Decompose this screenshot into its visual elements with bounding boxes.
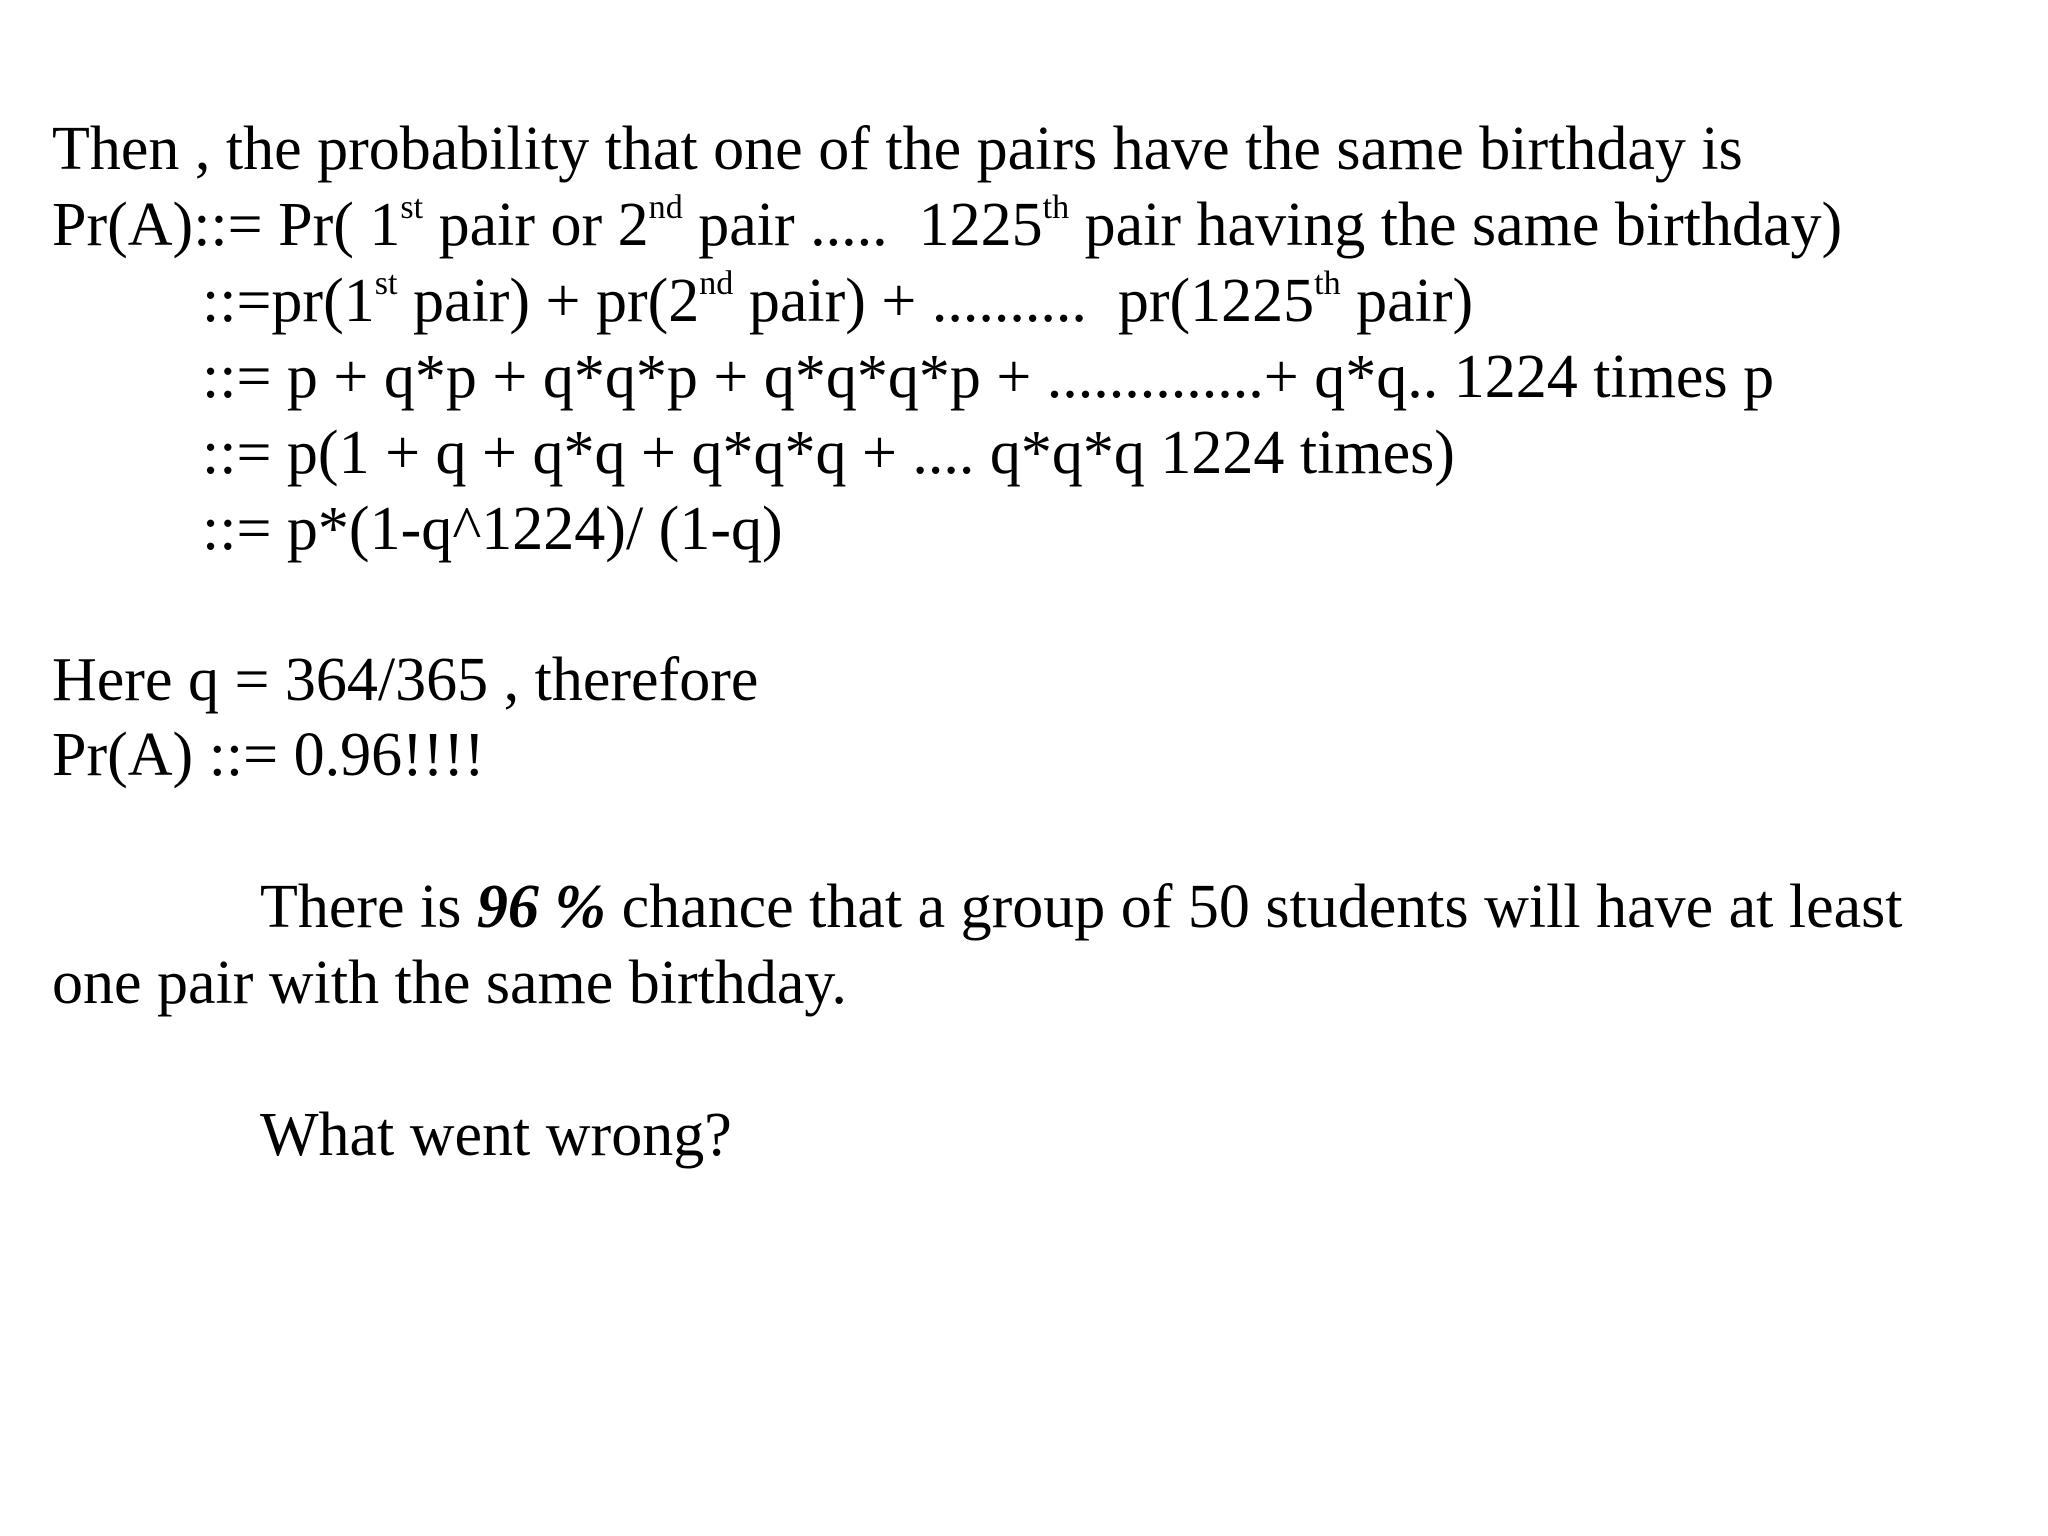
- text-segment: pair): [1340, 267, 1474, 335]
- conclusion-line: [260, 873, 1903, 941]
- ordinal-suffix: nd: [699, 265, 734, 303]
- intro-line: Then , the probability that one of the pairs have the same birthday is: [52, 115, 1743, 183]
- series-expansion-line: ::= p + q*p + q*q*p + q*q*q*p + ..............+ q*q.. 1224 times p: [202, 343, 1775, 411]
- text-segment: pair) + pr(2: [397, 267, 700, 335]
- text-segment: ::=pr(1: [202, 267, 375, 335]
- sum-of-pairs-line: [202, 265, 1474, 335]
- text-segment: pair having the same birthday): [1069, 191, 1843, 259]
- result-line: Pr(A) ::= 0.96!!!!: [52, 721, 485, 789]
- conclusion-continuation-line: one pair with the same birthday.: [52, 949, 847, 1017]
- ordinal-suffix: st: [400, 189, 424, 227]
- text-segment: pair or 2: [423, 191, 649, 259]
- ordinal-suffix: th: [1042, 189, 1070, 227]
- ordinal-suffix: nd: [648, 189, 683, 227]
- factored-series-line: ::= p(1 + q + q*q + q*q*q + .... q*q*q 1224 times): [202, 419, 1455, 487]
- emphasized-percentage: 96 %: [476, 873, 607, 941]
- probability-definition-line: [52, 189, 1843, 259]
- text-segment: chance that a group of 50 students will have at least: [606, 873, 1903, 941]
- ordinal-suffix: st: [374, 265, 398, 303]
- text-segment: pair) + .......... pr(1225: [733, 267, 1315, 335]
- q-value-line: Here q = 364/365 , therefore: [52, 646, 759, 714]
- text-segment: pair ..... 1225: [682, 191, 1043, 259]
- geometric-sum-line: ::= p*(1-q^1224)/ (1-q): [202, 495, 783, 563]
- text-segment: Pr(A)::= Pr( 1: [52, 191, 401, 259]
- text-segment: There is: [260, 873, 477, 941]
- ordinal-suffix: th: [1314, 265, 1341, 303]
- question-line: What went wrong?: [260, 1101, 732, 1169]
